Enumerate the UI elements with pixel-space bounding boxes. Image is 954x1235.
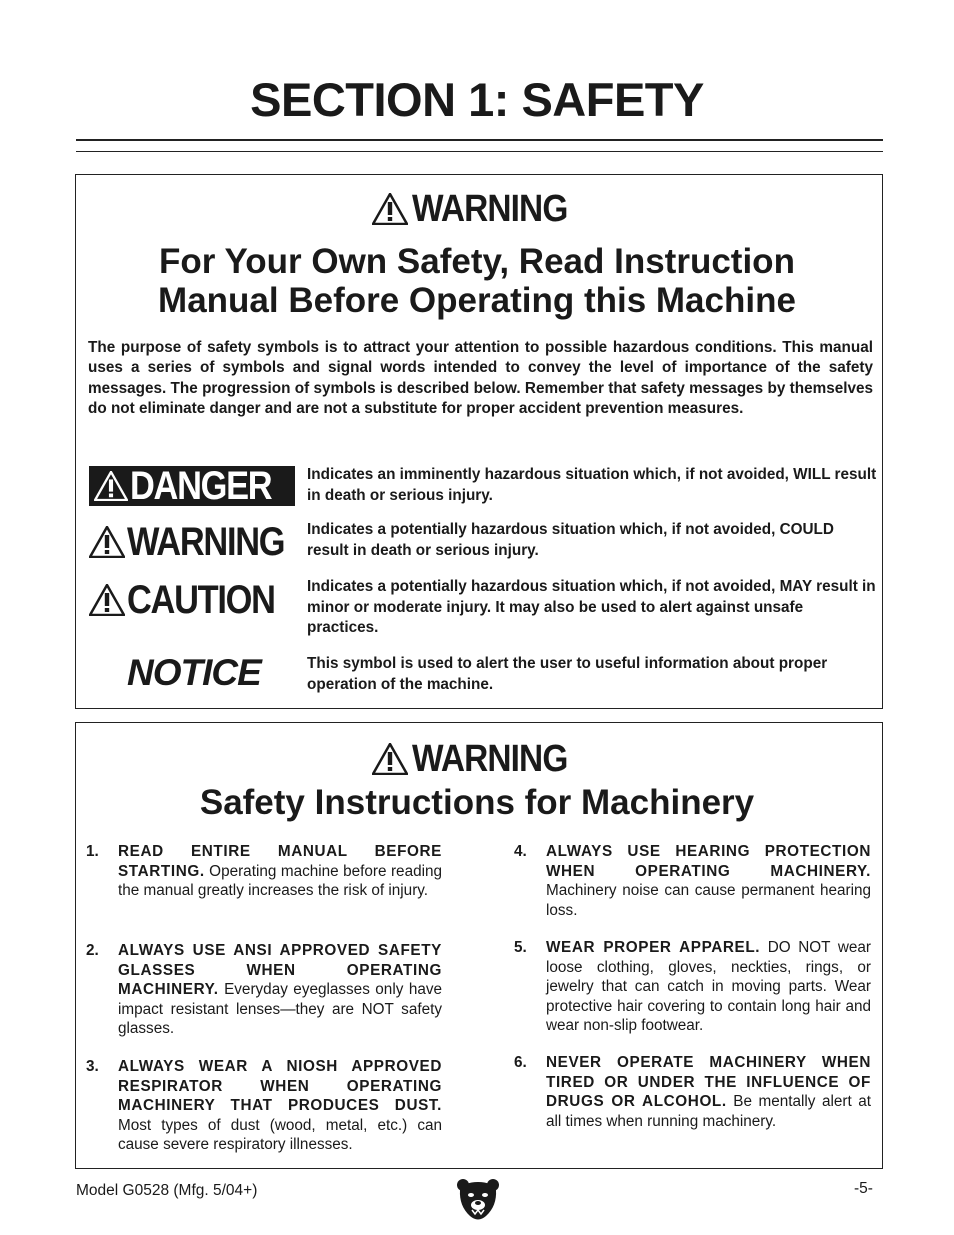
title-rule-thick bbox=[76, 139, 883, 141]
item-text bbox=[546, 1053, 871, 1131]
warning-signal-word: WARNING bbox=[412, 188, 568, 230]
item-bold: NEVER OPERATE MACHINERY WHEN TIRED OR UNDER THE INFLUENCE OF DRUGS OR ALCOHOL. bbox=[546, 1054, 871, 1111]
item-text bbox=[546, 842, 871, 920]
item-text bbox=[118, 1057, 442, 1155]
item-number: 2. bbox=[86, 942, 99, 959]
notice-description: This symbol is used to alert the user to useful information about proper operation of the machine. bbox=[307, 655, 828, 693]
item-number: 6. bbox=[514, 1054, 527, 1071]
item-text bbox=[546, 938, 871, 1036]
box2-heading: Safety Instructions for Machinery bbox=[199, 783, 755, 822]
box1-warning-header bbox=[0, 190, 954, 228]
danger-word: DANGER bbox=[130, 464, 272, 508]
item-body: Machinery noise can cause permanent hearing loss. bbox=[546, 882, 871, 919]
warning-triangle-icon bbox=[89, 526, 125, 558]
page-title: SECTION 1: SAFETY bbox=[250, 73, 704, 126]
box1-heading-line2: Manual Before Operating this Machine bbox=[158, 281, 796, 320]
item-body: Everyday eyeglasses only have impact resistant lenses—they are NOT safety glasses. bbox=[118, 981, 442, 1038]
warning-signal bbox=[89, 522, 297, 562]
item-body: Operating machine before reading the manual greatly increases the risk of injury. bbox=[118, 862, 442, 900]
item-number: 5. bbox=[514, 939, 527, 956]
notice-word: NOTICE bbox=[127, 652, 261, 693]
item-number: 1. bbox=[86, 843, 99, 860]
caution-word: CAUTION bbox=[127, 578, 275, 622]
warning-triangle-icon bbox=[94, 471, 128, 501]
footer-page-number: -5- bbox=[854, 1180, 873, 1197]
warning-triangle-icon bbox=[372, 193, 408, 225]
box1-heading bbox=[0, 242, 954, 320]
warning-triangle-icon bbox=[372, 743, 408, 775]
item-bold: ALWAYS USE ANSI APPROVED SAFETY GLASSES WHEN OPERATING MACHINERY. bbox=[118, 942, 442, 999]
item-bold: ALWAYS WEAR A NIOSH APPROVED RESPIRATOR WHEN OPERATING MACHINERY THAT PRODUCES DUST. bbox=[118, 1058, 442, 1115]
item-number: 4. bbox=[514, 843, 527, 860]
danger-signal bbox=[89, 466, 297, 506]
item-number: 3. bbox=[86, 1058, 99, 1075]
caution-signal bbox=[89, 580, 297, 620]
footer-model: Model G0528 (Mfg. 5/04+) bbox=[76, 1182, 258, 1199]
box1-heading-line1: For Your Own Safety, Read Instruction bbox=[159, 242, 795, 281]
danger-badge bbox=[89, 466, 295, 506]
item-text bbox=[118, 842, 442, 901]
danger-description: Indicates an imminently hazardous situation which, if not avoided, WILL result in death or serious injury. bbox=[307, 466, 877, 504]
item-text bbox=[118, 941, 442, 1039]
item-bold: ALWAYS USE HEARING PROTECTION WHEN OPERATING MACHINERY. bbox=[546, 843, 871, 880]
warning-word: WARNING bbox=[127, 520, 285, 564]
bear-logo-icon bbox=[456, 1176, 500, 1224]
item-body: DO NOT wear loose clothing, gloves, neckties, rings, or jewelry that can catch in moving parts. Wear protective hair covering to contain long hair and wear non-slip footwear. bbox=[546, 939, 871, 1035]
item-bold: WEAR PROPER APPAREL. bbox=[546, 939, 761, 956]
caution-description: Indicates a potentially hazardous situation which, if not avoided, MAY result in minor or moderate injury. It may also be used to alert against unsafe practices. bbox=[307, 578, 876, 636]
box2-warning-header bbox=[0, 740, 954, 778]
item-bold: READ ENTIRE MANUAL BEFORE STARTING. bbox=[118, 843, 442, 880]
warning-description: Indicates a potentially hazardous situation which, if not avoided, COULD result in death or serious injury. bbox=[307, 521, 834, 559]
warning-signal-word: WARNING bbox=[412, 738, 568, 780]
item-body: Most types of dust (wood, metal, etc.) can cause severe respiratory illnesses. bbox=[118, 1116, 442, 1154]
title-rule-thin bbox=[76, 151, 883, 152]
intro-paragraph: The purpose of safety symbols is to attract your attention to possible hazardous conditions. This manual uses a series of symbols and signal words intended to convey the level of importance of the safety messages. The progression of symbols is described below. Remember that safety messages by themselves do not eliminate danger and are not a substitute for proper accident prevention measures. bbox=[88, 339, 873, 417]
item-body: Be mentally alert at all times when running machinery. bbox=[546, 1093, 871, 1130]
warning-triangle-icon bbox=[89, 584, 125, 616]
